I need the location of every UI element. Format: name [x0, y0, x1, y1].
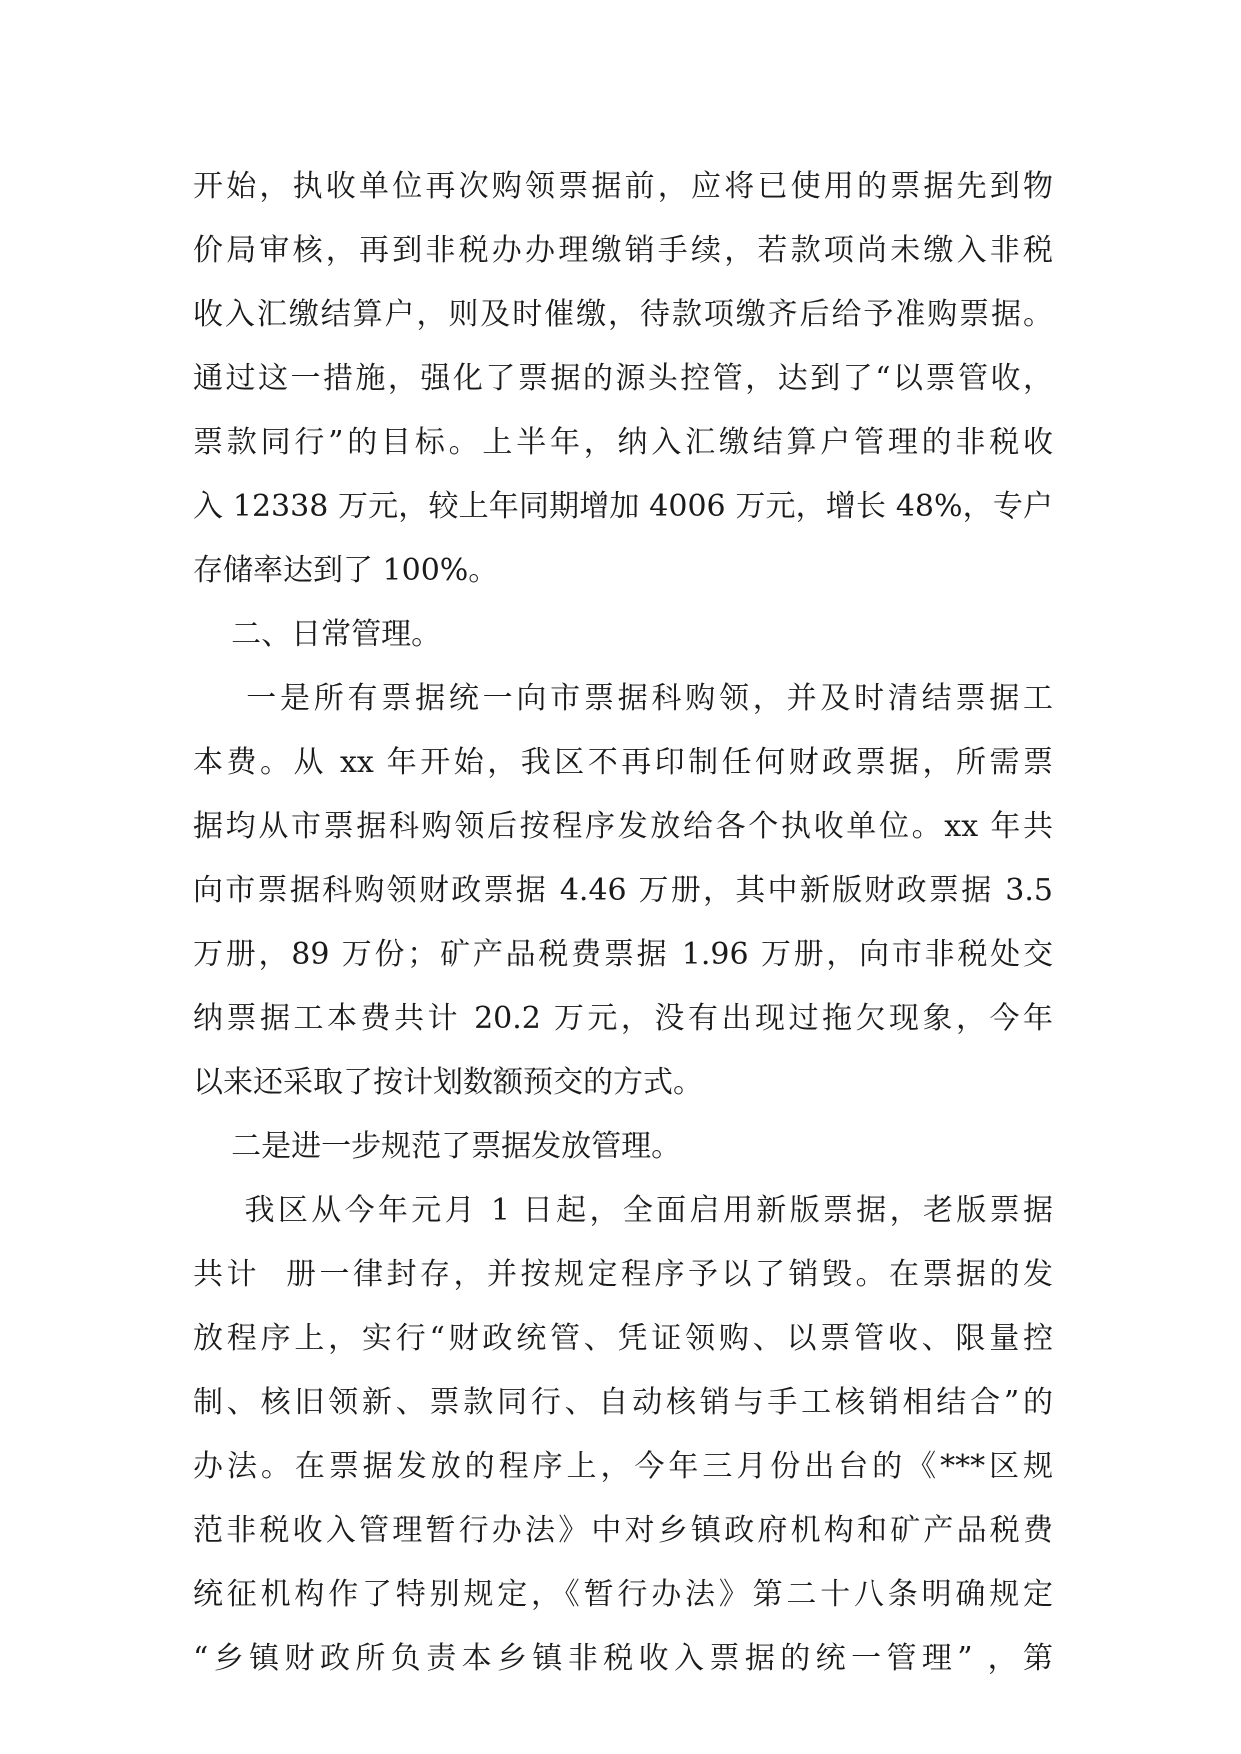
text-line: 入 12338 万元，较上年同期增加 4006 万元，增长 48%，专户: [193, 489, 1053, 524]
text-line: 二是进一步规范了票据发放管理。: [193, 1129, 682, 1164]
text-line: 通过这一措施，强化了票据的源头控管，达到了“以票管收，: [193, 361, 1053, 396]
text-line: 价局审核，再到非税办办理缴销手续，若款项尚未缴入非税: [193, 233, 1053, 268]
text-line: 据均从市票据科购领后按程序发放给各个执收单位。xx 年共: [193, 809, 1053, 844]
text-line: 放程序上，实行“财政统管、凭证领购、以票管收、限量控: [193, 1321, 1053, 1356]
text-line: 一是所有票据统一向市票据科购领，并及时清结票据工: [193, 681, 1053, 716]
text-line: 存储率达到了 100%。: [193, 553, 499, 588]
section-heading: 二、日常管理。: [193, 617, 442, 652]
text-line: 制、核旧领新、票款同行、自动核销与手工核销相结合”的: [193, 1385, 1053, 1420]
text-line: 共计 册一律封存，并按规定程序予以了销毁。在票据的发: [193, 1257, 1053, 1292]
text-line: “乡镇财政所负责本乡镇非税收入票据的统一管理” ，第: [193, 1641, 1053, 1676]
text-line: 范非税收入管理暂行办法》中对乡镇政府机构和矿产品税费: [193, 1513, 1053, 1548]
text-line: 向市票据科购领财政票据 4.46 万册，其中新版财政票据 3.5: [193, 873, 1053, 908]
text-line: 纳票据工本费共计 20.2 万元，没有出现过拖欠现象，今年: [193, 1001, 1053, 1036]
text-line: 万册，89 万份；矿产品税费票据 1.96 万册，向市非税处交: [193, 937, 1053, 972]
text-line: 以来还采取了按计划数额预交的方式。: [193, 1065, 703, 1100]
text-line: 我区从今年元月 1 日起，全面启用新版票据，老版票据: [193, 1193, 1053, 1228]
text-line: 开始，执收单位再次购领票据前，应将已使用的票据先到物: [193, 169, 1053, 204]
text-line: 办法。在票据发放的程序上，今年三月份出台的《***区规: [193, 1449, 1053, 1484]
text-line: 票款同行”的目标。上半年，纳入汇缴结算户管理的非税收: [193, 425, 1053, 460]
text-line: 本费。从 xx 年开始，我区不再印制任何财政票据，所需票: [193, 745, 1053, 780]
text-line: 统征机构作了特别规定，《暂行办法》第二十八条明确规定: [193, 1577, 1053, 1612]
document-body: [193, 155, 1053, 1691]
text-line: 收入汇缴结算户，则及时催缴，待款项缴齐后给予准购票据。: [193, 297, 1053, 332]
